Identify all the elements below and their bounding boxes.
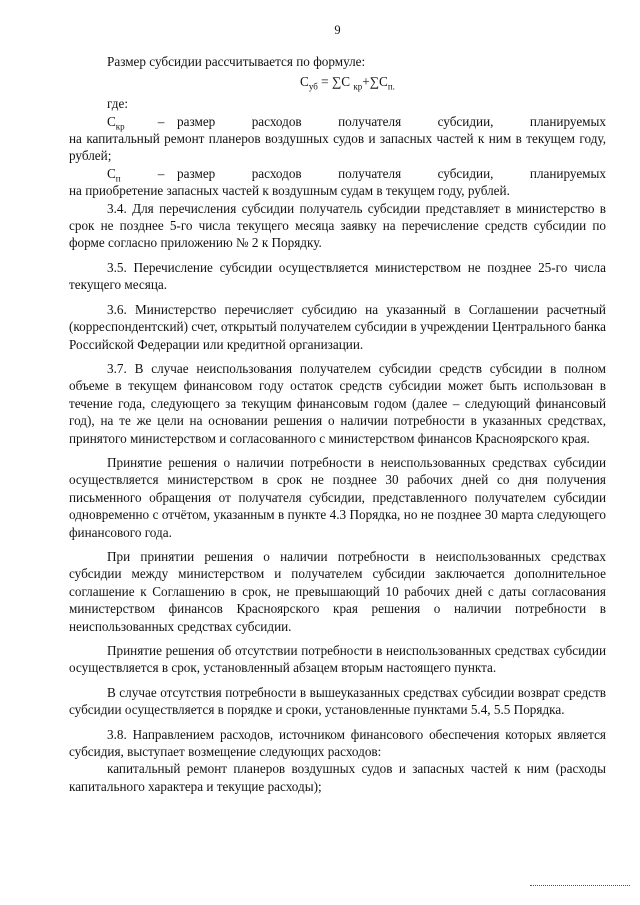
formula-plus: +∑С: [362, 73, 388, 89]
page-number: 9: [334, 23, 341, 37]
paragraph-refund: В случае отсутствия потребности в вышеуказанных средствах субсидии возврат средств субсидии осуществляется в порядке и сроки, установленные пунктами 5.4, 5.5 Порядка.: [69, 684, 606, 718]
definition-symbol: $С_{кр}$: [107, 113, 125, 132]
formula-intro: Размер субсидии рассчитывается по формуле:: [107, 54, 366, 70]
footer-divider: [530, 885, 630, 887]
definition-cp: [69, 165, 606, 200]
definition-continuation: на капитальный ремонт планеров воздушных судов и запасных частей к ним в текущем году, рублей;: [69, 131, 606, 164]
paragraph-3-5: 3.5. Перечисление субсидии осуществляется министерством не позднее 25-го числа текущего месяца.: [69, 259, 606, 293]
definition-symbol: $С_п$: [107, 165, 121, 184]
paragraph-expense-item: капитальный ремонт планеров воздушных судов и запасных частей к ним (расходы капитального характера и текущие расходы);: [69, 761, 606, 794]
definition-first-line: размер расходов получателя субсидии, планируемых: [177, 113, 606, 129]
formula-term1-sub: кр: [353, 81, 363, 92]
paragraph-3-8: 3.8. Направлением расходов, источником финансового обеспечения которых является субсидия, выступает возмещение следующих расходов:: [69, 726, 606, 760]
definition-dash: –: [157, 113, 165, 129]
definition-first-line: размер расходов получателя субсидии, планируемых: [177, 165, 606, 181]
formula-term2-sub: п.: [387, 81, 395, 92]
definition-dash: –: [157, 165, 165, 181]
subsidy-formula: [69, 73, 606, 90]
formula-lhs: С: [300, 73, 309, 89]
formula-eq: = ∑С: [317, 73, 354, 89]
paragraph-3-7: 3.7. В случае неиспользования получателем субсидии средств субсидии в полном объеме в текущем финансовом году остаток средств субсидии может быть использован в течение года, следующего за текущим финансовым годом (далее – следующий финансовый год), на те же цели на основании решения о наличии потребности в указанных средствах, принятого министерством и согласованного с министерством финансов Красноярского края.: [69, 360, 606, 446]
formula-lhs-sub: уб: [308, 81, 318, 92]
paragraph-3-4: 3.4. Для перечисления субсидии получатель субсидии представляет в министерство в срок не позднее 5-го числа текущего месяца заявку на перечисление средств субсидии по форме согласно приложению № 2 к Порядку.: [69, 200, 606, 251]
paragraph-decision-deadline: Принятие решения о наличии потребности в неиспользованных средствах субсидии осуществляется министерством в срок не позднее 30 рабочих дней со дня получения письменного обращения от получателя субсидии, представленного получателем субсидии одновременно с отчётом, указанным в пункте 4.3 Порядка, но не позднее 30 марта следующего финансового года.: [69, 454, 606, 540]
definition-continuation: на приобретение запасных частей к воздушным судам в текущем году, рублей.: [69, 183, 510, 199]
where-label: где:: [107, 96, 128, 112]
paragraph-no-need-decision: Принятие решения об отсутствии потребности в неиспользованных средствах субсидии осуществляется в срок, установленный абзацем вторым настоящего пункта.: [69, 643, 606, 676]
definition-ckr: [69, 113, 606, 165]
paragraph-3-6: 3.6. Министерство перечисляет субсидию на указанный в Соглашении расчетный (корреспондентский) счет, открытый получателем субсидии в учреждении Центрального банка Российской Федерации или кредитной организации.: [69, 301, 606, 352]
paragraph-additional-agreement: При принятии решения о наличии потребности в неиспользованных средствах субсидии между министерством и получателем субсидии заключается дополнительное соглашение к Соглашению в срок, не превышающий 10 рабочих дней с даты согласования министерством финансов Красноярского края решения о наличии потребности в неиспользованных средствах субсидии.: [69, 548, 606, 634]
